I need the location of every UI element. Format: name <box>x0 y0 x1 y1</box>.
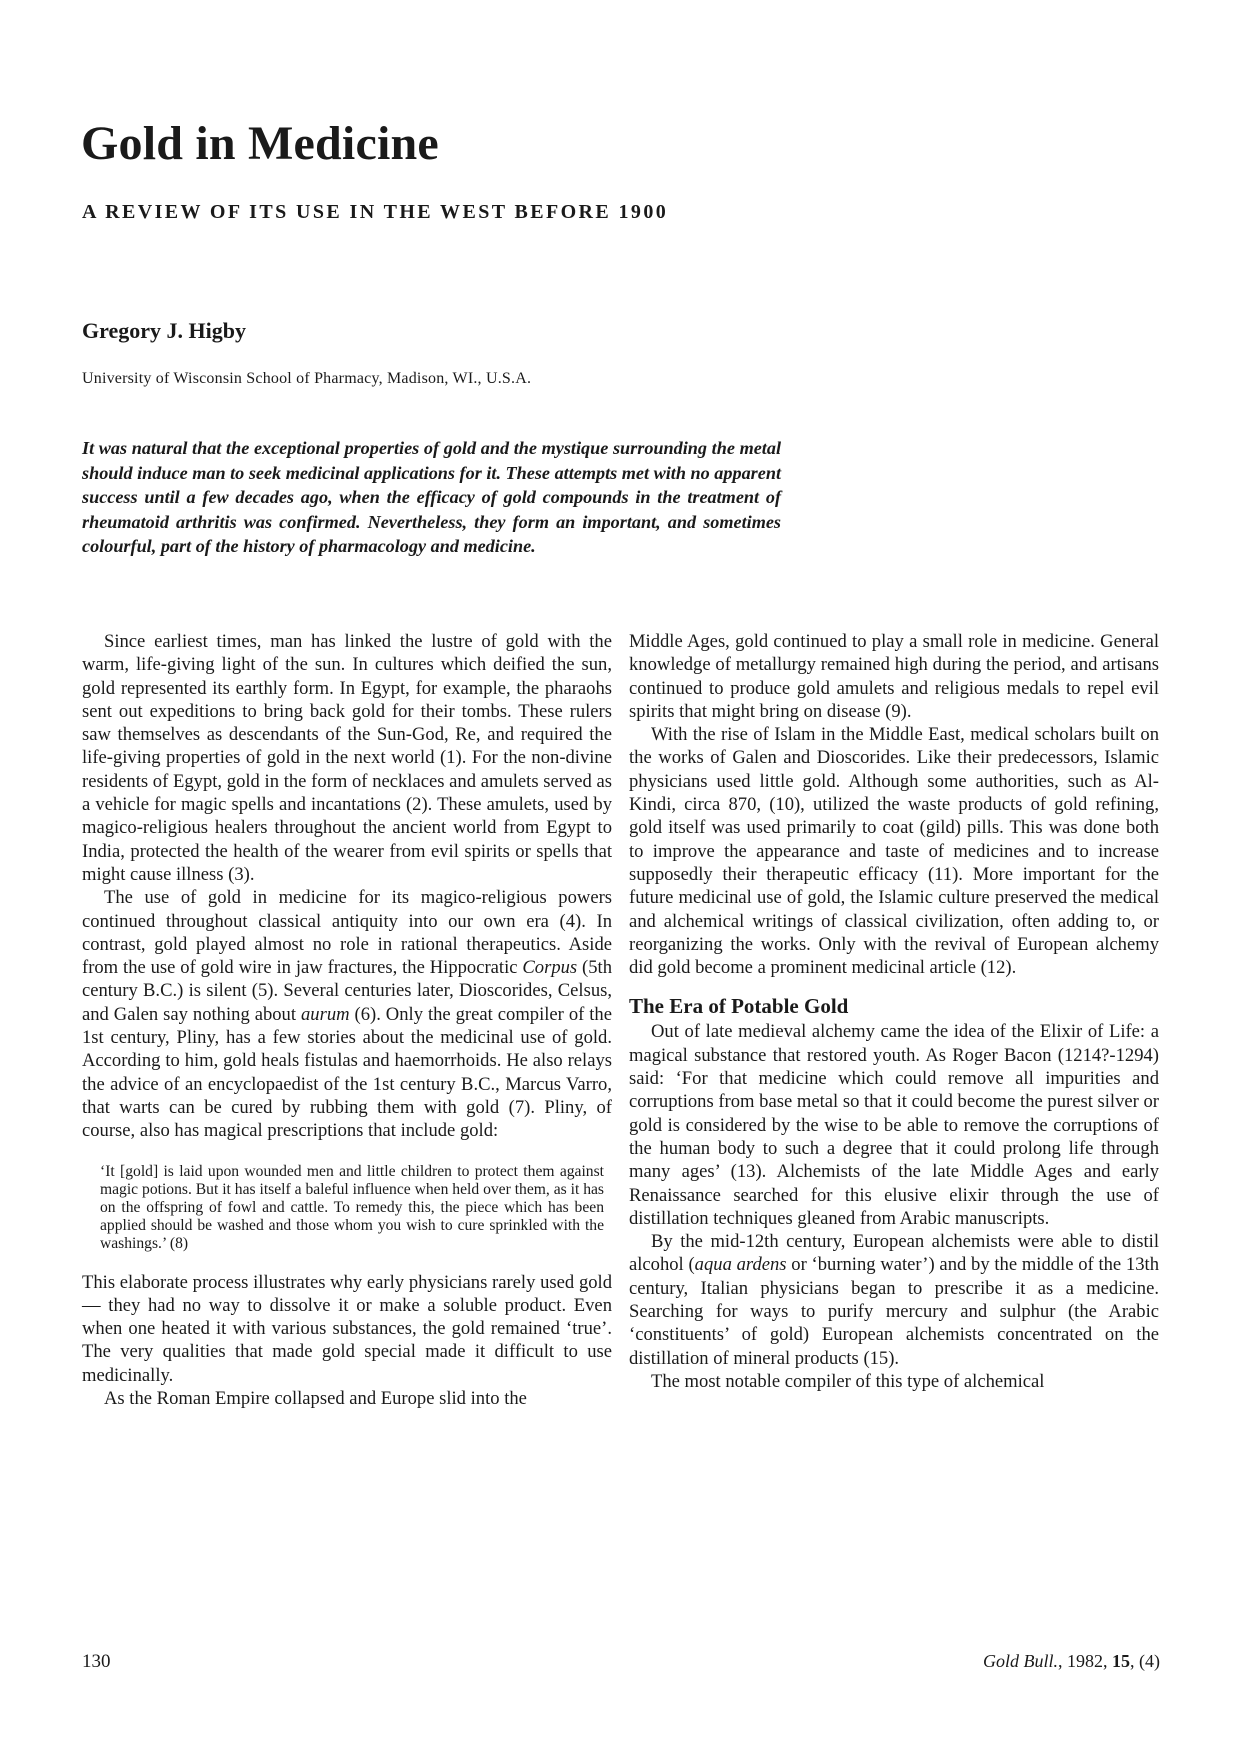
paragraph: Since earliest times, man has linked the lustre of gold with the warm, life-giving light of the sun. In cultures which deified the sun, gold represented its earthly form. In Egypt, for example, the pharaohs sent out expeditions to bring back gold for their tombs. These rulers saw themselves as descendants of the Sun-God, Re, and required the life-giving properties of gold in the next world (1). For the non-divine residents of Egypt, gold in the form of necklaces and amulets served as a vehicle for magic spells and incantations (2). These amulets, used by magico-religious healers throughout the ancient world from Egypt to India, protected the health of the wearer from evil spirits or spells that might cause illness (3). <box>82 631 612 885</box>
author-name: Gregory J. Higby <box>82 318 246 343</box>
article-subtitle: A REVIEW OF ITS USE IN THE WEST BEFORE 1900 <box>82 201 669 223</box>
paragraph-text: The use of gold in medicine for its magico-religious powers continued throughout classical antiquity into our own era (4). In contrast, gold played almost no role in rational therapeutics. Aside from the use of gold wire in jaw fractures, the Hippocratic <box>82 887 612 979</box>
journal-year: , 1982, <box>1058 1651 1112 1671</box>
paragraph-text: By the mid-12th century, European alchemists were able to distil alcohol ( <box>629 1231 1159 1276</box>
paragraph: Middle Ages, gold continued to play a small role in medicine. General knowledge of metallurgy remained high during the period, and artisans continued to produce gold amulets and religious medals to repel evil spirits that might bring on disease (9). <box>629 631 1159 722</box>
journal-citation <box>983 1651 1160 1672</box>
section-heading: The Era of Potable Gold <box>629 994 849 1019</box>
journal-volume: 15 <box>1112 1651 1130 1671</box>
author-affiliation: University of Wisconsin School of Pharmacy, Madison, WI., U.S.A. <box>82 370 532 387</box>
paragraph <box>82 886 612 1142</box>
page-number: 130 <box>82 1651 111 1672</box>
article-title: Gold in Medicine <box>81 117 439 170</box>
italic-term: Corpus <box>522 957 578 979</box>
paragraph: Out of late medieval alchemy came the idea of the Elixir of Life: a magical substance that restored youth. As Roger Bacon (1214?-1294) said: ‘For that medicine which could remove all impurities and corruptions from base metal so that it could become the purest silver or gold is considered by the wise to be able to remove the corruptions of the human body to such a degree that it could prolong life through many ages’ (13). Alchemists of the late Middle Ages and early Renaissance searched for this elusive elixir through the use of distillation techniques gleaned from Arabic manuscripts. <box>629 1021 1159 1229</box>
paragraph: With the rise of Islam in the Middle East, medical scholars built on the works of Galen and Dioscorides. Like their predecessors, Islamic physicians used little gold. Although some authorities, such as Al-Kindi, circa 870, (10), utilized the waste products of gold refining, gold itself was used primarily to coat (gild) pills. This was done both to improve the appearance and taste of medicines and to increase supposedly their therapeutic efficacy (11). More important for the future medicinal use of gold, the Islamic culture preserved the medical and alchemical writings of classical civilization, often adding to, or reorganizing the works. Only with the revival of European alchemy did gold become a prominent medicinal article (12). <box>629 724 1159 979</box>
abstract: It was natural that the exceptional properties of gold and the mystique surrounding the metal should induce man to seek medicinal applications for it. These attempts met with no apparent success until a few decades ago, when the efficacy of gold compounds in the treatment of rheumatoid arthritis was confirmed. Nevertheless, they form an important, and sometimes colourful, part of the history of pharmacology and medicine. <box>82 438 781 557</box>
paragraph <box>629 1230 1159 1370</box>
paragraph-text: (6). Only the great compiler of the 1st century, Pliny, has a few stories about the medicinal use of gold. According to him, gold heals fistulas and haemorrhoids. He also relays the advice of an encyclopaedist of the 1st century B.C., Marcus Varro, that warts can be cured by rubbing them with gold (7). Pliny, of course, also has magical prescriptions that include gold: <box>82 1003 612 1142</box>
journal-issue: , (4) <box>1130 1651 1160 1671</box>
journal-name: Gold Bull. <box>983 1651 1058 1671</box>
body-column-left <box>82 630 612 1410</box>
paragraph: As the Roman Empire collapsed and Europe slid into the <box>104 1388 527 1410</box>
paragraph-text: or ‘burning water’) and by the middle of the 13th century, Italian physicians began to prescribe it as a medicine. Searching for ways to purify mercury and sulphur (the Arabic ‘constituents’ of gold) European alchemists concentrated on the distillation of mineral products (15). <box>629 1254 1159 1369</box>
paragraph-text: (5th century B.C.) is silent (5). Several centuries later, Dioscorides, Celsus, and Galen say nothing about <box>82 957 612 1025</box>
paragraph: This elaborate process illustrates why early physicians rarely used gold — they had no way to dissolve it or make a soluble product. Even when one heated it with various substances, the gold remained ‘true’. The very qualities that made gold special made it difficult to use medicinally. <box>82 1271 612 1386</box>
italic-term: aqua ardens <box>694 1254 787 1276</box>
italic-term: aurum <box>300 1003 350 1025</box>
block-quote: ‘It [gold] is laid upon wounded men and little children to protect them against magic potions. But it has itself a baleful influence when held over them, as it has on the offspring of fowl and cattle. To remedy this, the piece which has been applied should be washed and those whom you wish to cure sprinkled with the washings.’ (8) <box>100 1162 604 1252</box>
body-column-right <box>629 630 1159 1393</box>
paragraph: The most notable compiler of this type of alchemical <box>651 1370 1045 1392</box>
